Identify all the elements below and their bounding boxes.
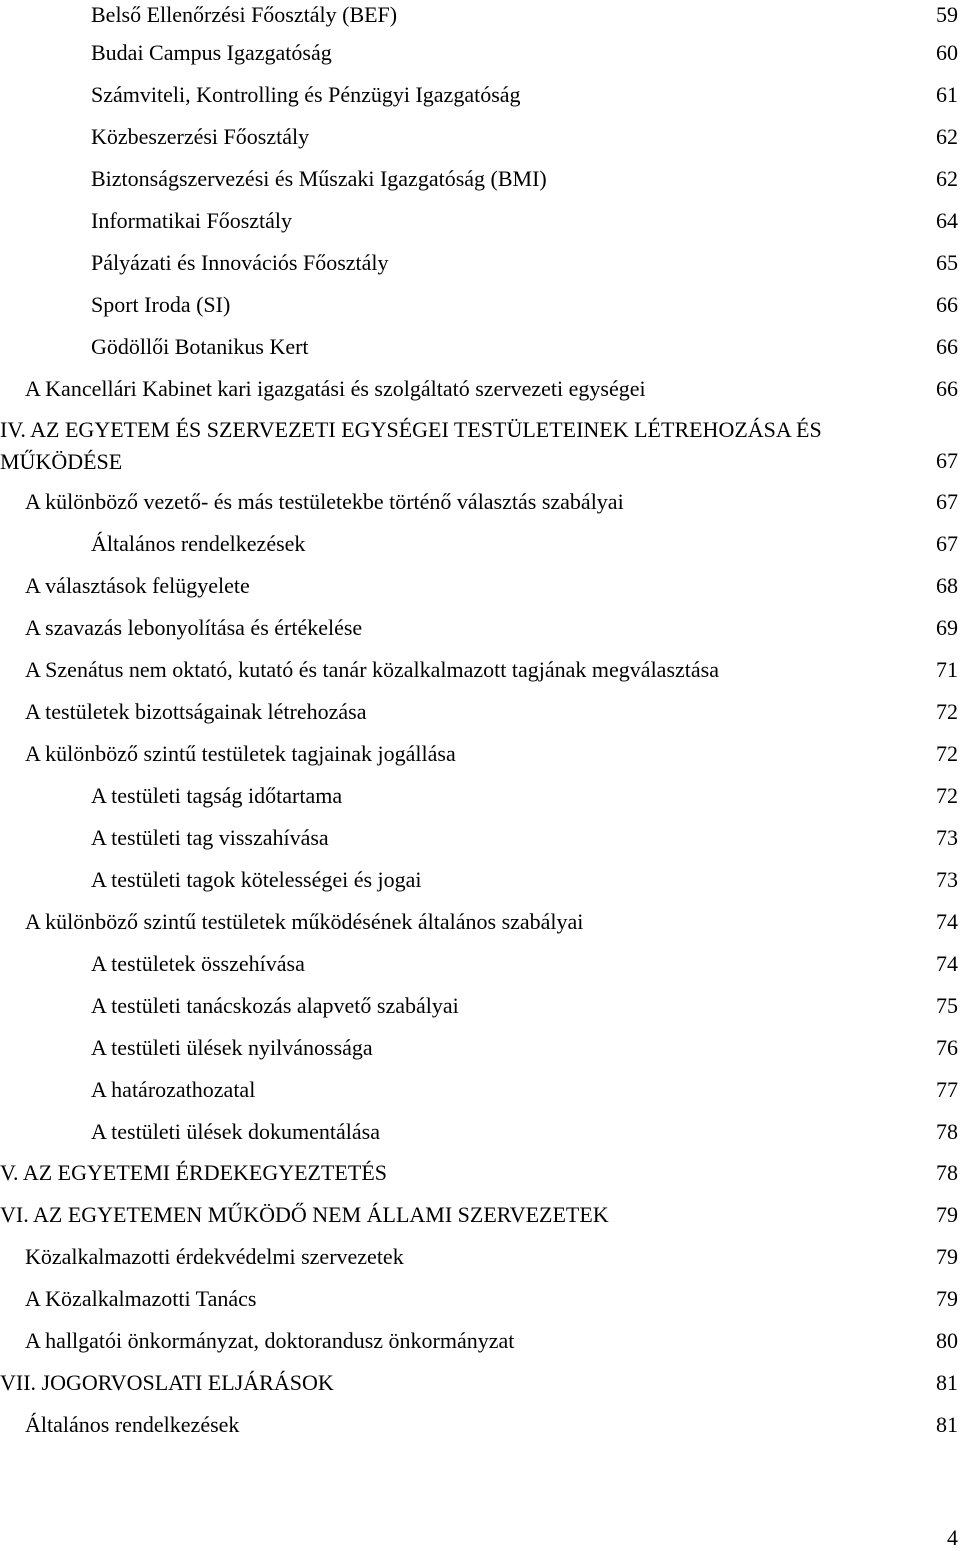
page-number: 4 <box>947 1525 958 1550</box>
toc-entry[interactable] <box>0 206 960 236</box>
toc-entry-page: 74 <box>936 951 958 976</box>
toc-entry-page: 65 <box>936 250 958 275</box>
toc-entry-page: 67 <box>936 531 958 556</box>
toc-chapter-entry[interactable] <box>0 414 960 474</box>
toc-entry-title: Gödöllői Botanikus Kert <box>91 334 309 359</box>
toc-entry-page: 61 <box>936 82 958 107</box>
toc-entry-title: V. AZ EGYETEMI ÉRDEKEGYEZTETÉS <box>0 1160 387 1185</box>
toc-entry[interactable] <box>0 487 960 517</box>
toc-entry[interactable] <box>0 1033 960 1063</box>
toc-chapter-entry[interactable] <box>0 1200 960 1230</box>
toc-entry-title: IV. AZ EGYETEM ÉS SZERVEZETI EGYSÉGEI TESTÜLETEINEK LÉTREHOZÁSA ÉS MŰKÖDÉSE <box>0 417 822 474</box>
toc-entry-page: 74 <box>936 909 958 934</box>
toc-entry-page: 71 <box>936 657 958 682</box>
toc-entry[interactable] <box>0 1242 960 1272</box>
toc-entry[interactable] <box>0 823 960 853</box>
toc-entry-title: Biztonságszervezési és Műszaki Igazgatóság (BMI) <box>91 166 547 191</box>
toc-chapter-entry[interactable] <box>0 1368 960 1398</box>
toc-entry-page: 62 <box>936 166 958 191</box>
toc-entry-page: 60 <box>936 40 958 65</box>
toc-entry-title: A határozathozatal <box>91 1077 256 1102</box>
toc-entry-page: 73 <box>936 825 958 850</box>
toc-entry[interactable] <box>0 949 960 979</box>
toc-entry[interactable] <box>0 1117 960 1147</box>
toc-entry[interactable] <box>0 248 960 278</box>
toc-entry-title: A testületek bizottságainak létrehozása <box>25 699 367 724</box>
toc-entry-title: A Közalkalmazotti Tanács <box>25 1286 257 1311</box>
toc-entry-title: Számviteli, Kontrolling és Pénzügyi Igazgatóság <box>91 82 521 107</box>
toc-entry-title: A különböző szintű testületek működésének általános szabályai <box>25 909 584 934</box>
toc-entry-page: 79 <box>936 1244 958 1269</box>
toc-entry[interactable] <box>0 1410 960 1440</box>
toc-entry-page: 81 <box>936 1412 958 1437</box>
toc-entry-title: Pályázati és Innovációs Főosztály <box>91 250 389 275</box>
toc-entry-page: 77 <box>936 1077 958 1102</box>
toc-entry[interactable] <box>0 907 960 937</box>
toc-entry[interactable] <box>0 781 960 811</box>
toc-entry-title: A Kancellári Kabinet kari igazgatási és szolgáltató szervezeti egységei <box>25 376 646 401</box>
toc-entry-page: 75 <box>936 993 958 1018</box>
toc-entry-title: A testületi tanácskozás alapvető szabályai <box>91 993 459 1018</box>
toc-entry-page: 59 <box>936 2 958 27</box>
toc-entry[interactable] <box>0 0 960 30</box>
toc-entry-title: A választások felügyelete <box>25 573 250 598</box>
toc-entry-title: A különböző vezető- és más testületekbe történő választás szabályai <box>25 489 624 514</box>
toc-entry-page: 68 <box>936 573 958 598</box>
toc-entry-title: Sport Iroda (SI) <box>91 292 231 317</box>
toc-entry-page: 76 <box>936 1035 958 1060</box>
toc-entry-page: 67 <box>936 448 958 473</box>
toc-entry[interactable] <box>0 865 960 895</box>
toc-entry-title: A testületek összehívása <box>91 951 305 976</box>
toc-entry-title: Budai Campus Igazgatóság <box>91 40 332 65</box>
toc-entry-page: 69 <box>936 615 958 640</box>
toc-entry-title: Közalkalmazotti érdekvédelmi szervezetek <box>25 1244 404 1269</box>
toc-entry-title: VII. JOGORVOSLATI ELJÁRÁSOK <box>0 1370 334 1395</box>
toc-entry[interactable] <box>0 571 960 601</box>
toc-entry-page: 66 <box>936 292 958 317</box>
toc-entry[interactable] <box>0 1326 960 1356</box>
toc-entry-title: A hallgatói önkormányzat, doktorandusz önkormányzat <box>25 1328 515 1353</box>
toc-entry-title: Belső Ellenőrzési Főosztály (BEF) <box>91 2 398 27</box>
toc-entry-title: A testületi tagság időtartama <box>91 783 343 808</box>
toc-entry[interactable] <box>0 164 960 194</box>
toc-entry-page: 72 <box>936 783 958 808</box>
toc-entry[interactable] <box>0 529 960 559</box>
toc-entry-page: 78 <box>936 1160 958 1185</box>
toc-entry-page: 72 <box>936 699 958 724</box>
toc-chapter-entry[interactable] <box>0 1158 960 1188</box>
toc-entry[interactable] <box>0 991 960 1021</box>
toc-entry[interactable] <box>0 697 960 727</box>
toc-entry-page: 62 <box>936 124 958 149</box>
toc-entry-title: A különböző szintű testületek tagjainak jogállása <box>25 741 456 766</box>
toc-entry-page: 81 <box>936 1370 958 1395</box>
toc-entry-page: 72 <box>936 741 958 766</box>
toc-entry-title: A testületi tag visszahívása <box>91 825 329 850</box>
toc-entry[interactable] <box>0 332 960 362</box>
toc-entry[interactable] <box>0 122 960 152</box>
toc-entry[interactable] <box>0 374 960 404</box>
toc-entry-title: VI. AZ EGYETEMEN MŰKÖDŐ NEM ÁLLAMI SZERVEZETEK <box>0 1202 609 1227</box>
toc-entry-title: A testületi tagok kötelességei és jogai <box>91 867 422 892</box>
toc-entry-title: Közbeszerzési Főosztály <box>91 124 310 149</box>
toc-entry-title: A Szenátus nem oktató, kutató és tanár közalkalmazott tagjának megválasztása <box>25 657 719 682</box>
toc-entry-page: 66 <box>936 334 958 359</box>
toc-entry-title: Informatikai Főosztály <box>91 208 293 233</box>
toc-entry-page: 64 <box>936 208 958 233</box>
toc-entry-page: 66 <box>936 376 958 401</box>
toc-entry-page: 79 <box>936 1202 958 1227</box>
toc-entry-title: Általános rendelkezések <box>25 1412 240 1437</box>
toc-entry[interactable] <box>0 38 960 68</box>
toc-entry-title: A testületi ülések nyilvánossága <box>91 1035 373 1060</box>
toc-entry-page: 78 <box>936 1119 958 1144</box>
toc-entry[interactable] <box>0 655 960 685</box>
toc-entry[interactable] <box>0 739 960 769</box>
toc-entry-title: Általános rendelkezések <box>91 531 306 556</box>
toc-entry-title: A szavazás lebonyolítása és értékelése <box>25 615 363 640</box>
toc-entry-page: 80 <box>936 1328 958 1353</box>
toc-entry[interactable] <box>0 1075 960 1105</box>
toc-entry-page: 79 <box>936 1286 958 1311</box>
toc-entry[interactable] <box>0 290 960 320</box>
toc-entry-page: 73 <box>936 867 958 892</box>
toc-entry[interactable] <box>0 80 960 110</box>
toc-entry[interactable] <box>0 1284 960 1314</box>
toc-entry[interactable] <box>0 613 960 643</box>
toc-entry-title: A testületi ülések dokumentálása <box>91 1119 380 1144</box>
toc-entry-page: 67 <box>936 489 958 514</box>
